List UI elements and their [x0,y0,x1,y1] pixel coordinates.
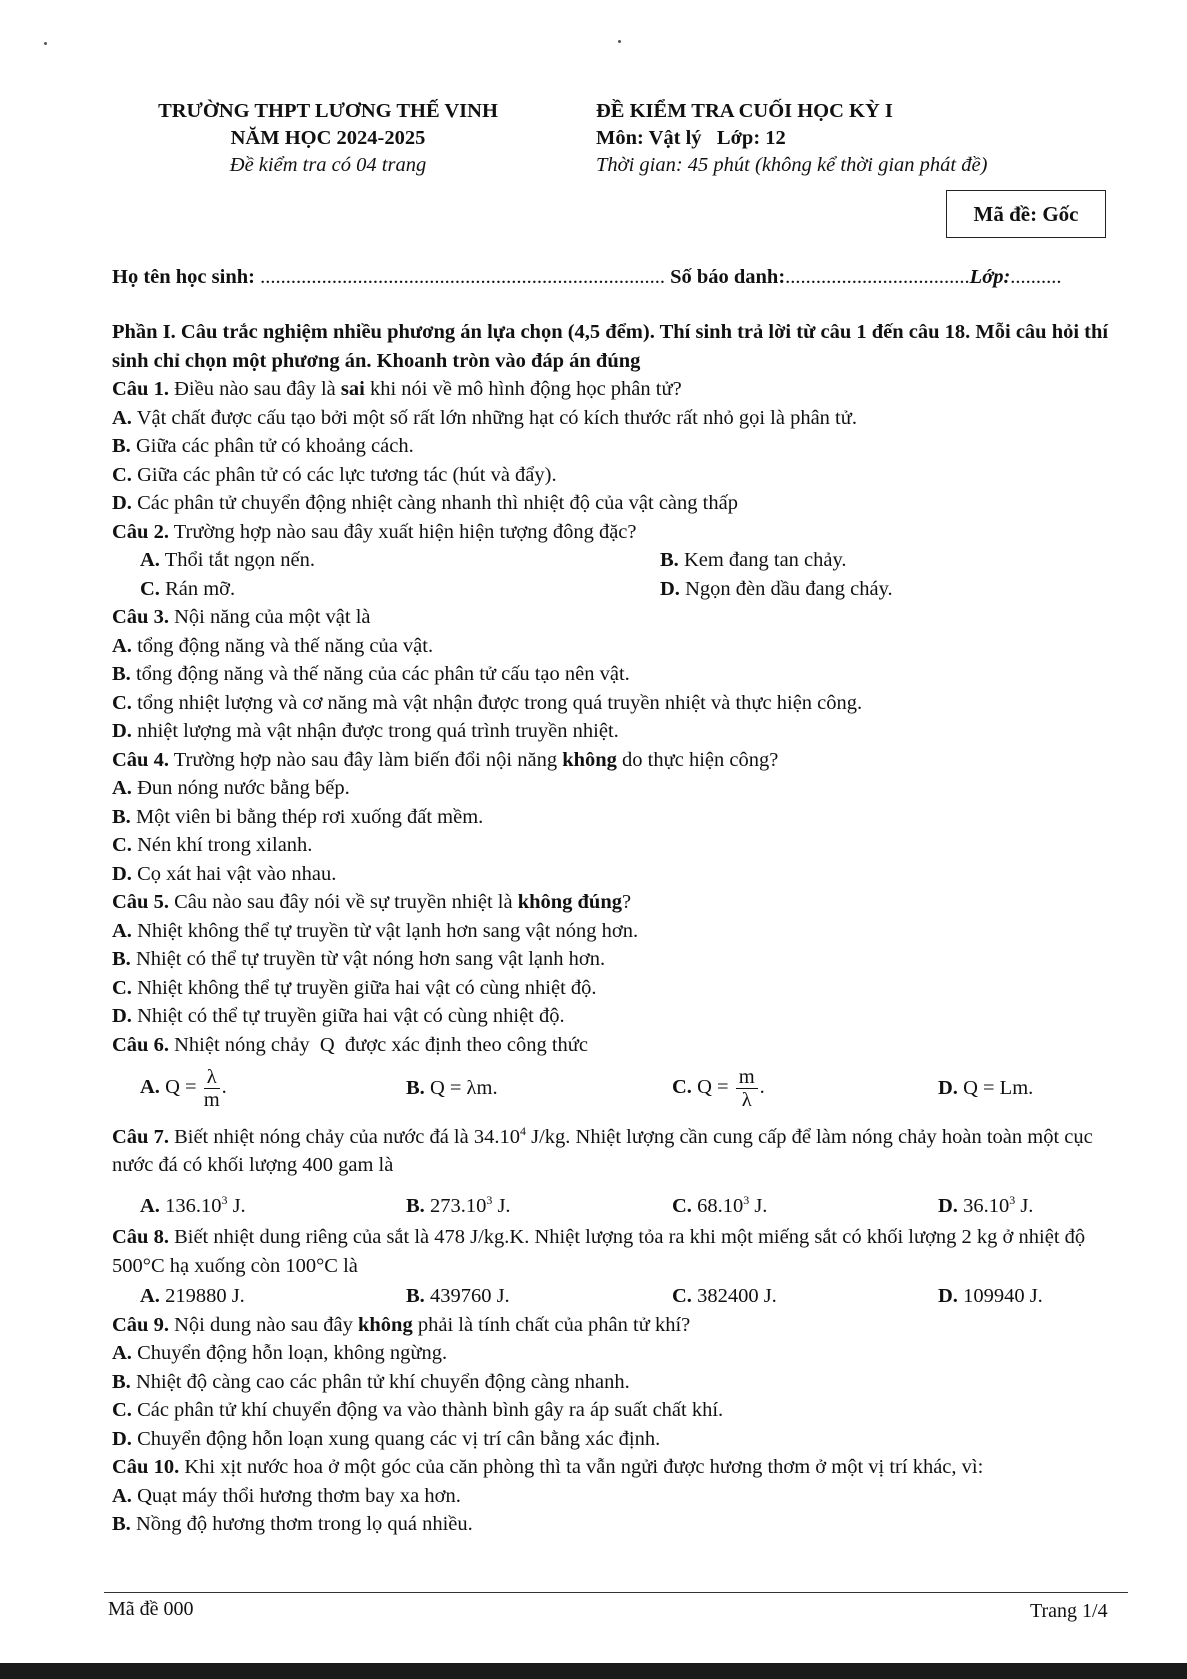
question-label: Câu 8. [112,1226,169,1249]
q7-options-row [140,1186,1132,1220]
q7-option-b[interactable] [406,1186,672,1220]
formula-text: Q = λm. [429,1076,498,1099]
q10-option-a[interactable] [112,1482,1132,1511]
option-text: Các phân tử chuyển động nhiệt càng nhanh thì nhiệt độ của vật càng thấp [137,492,738,514]
superscript: 3 [1009,1192,1016,1207]
q5-option-b[interactable] [112,945,1132,974]
option-text: Một viên bi bằng thép rơi xuống đất mềm. [135,805,484,828]
option-text: Nhiệt có thể tự truyền giữa hai vật có cùng nhiệt độ. [137,1005,565,1027]
option-label: B. [406,1194,425,1217]
option-text: 219880 J. [165,1285,245,1308]
q2-option-d[interactable] [660,575,893,604]
q9-option-c[interactable] [112,1396,1132,1425]
q6-option-b[interactable] [406,1074,672,1103]
option-text: 382400 J. [697,1285,777,1308]
question-label: Câu 7. [112,1125,169,1148]
id-label: Số báo danh: [664,266,786,288]
question-emphasis: không [562,748,617,771]
question-2 [112,518,1132,547]
q2-option-c[interactable] [140,575,660,604]
class-label: Lớp: [969,266,1011,288]
exam-code: Mã đề: Gốc [973,201,1079,226]
option-label: B. [112,1370,131,1393]
footer-divider [104,1592,1128,1593]
option-text: Nhiệt không thể tự truyền giữa hai vật có cùng nhiệt độ. [137,976,597,999]
question-text: Biết nhiệt dung riêng của sắt là 478 J/kg.K. Nhiệt lượng tỏa ra khi một miếng sắt có khối lượng 2 kg ở nhiệt độ 500°C hạ xuống còn 100°C là [112,1226,1086,1277]
q1-option-c[interactable] [112,461,1132,490]
exam-title: ĐỀ KIỂM TRA CUỐI HỌC KỲ I [596,100,893,122]
question-text: Điều nào sau đây là [168,378,341,400]
q6-options-row [140,1059,1132,1117]
option-label: B. [406,1285,425,1308]
exam-body [112,318,1132,1539]
formula-text: Q = [165,1075,202,1098]
option-text: 439760 J. [429,1285,510,1308]
option-label: C. [112,1399,132,1422]
option-text: J. [749,1194,768,1217]
option-text: J. [227,1194,246,1217]
scan-speck [44,42,47,45]
option-label: B. [406,1076,425,1099]
option-label: B. [112,805,131,828]
question-text: do thực hiện công? [616,748,779,771]
scan-edge-band [0,1663,1187,1679]
fraction-denominator: λ [741,1088,752,1111]
option-text: Giữa các phân tử có khoảng cách. [135,435,414,457]
q8-options-row [140,1282,1132,1311]
option-text: Nhiệt độ càng cao các phân tử khí chuyển động càng nhanh. [135,1370,630,1393]
option-text: 136.10 [165,1194,222,1217]
formula-text: . [221,1075,227,1098]
option-text: J. [492,1194,511,1217]
option-label: A. [112,1342,132,1365]
question-6 [112,1031,1132,1060]
q7-option-a[interactable] [140,1186,406,1220]
q4-option-d[interactable] [112,860,1132,889]
question-text: Trường hợp nào sau đây làm biến đổi nội năng [168,748,563,771]
q3-option-d[interactable] [112,717,1132,746]
q7-option-c[interactable] [672,1186,938,1220]
option-label: A. [140,549,160,571]
class-field[interactable]: .......... [1010,266,1062,288]
option-text: Giữa các phân tử có các lực tương tác (hút và đẩy). [137,463,557,486]
school-header [118,98,538,179]
option-label: D. [112,862,132,885]
question-label: Câu 3. [112,606,169,628]
q2-options-row-2 [140,575,1132,604]
q8-option-a[interactable] [140,1282,406,1311]
option-label: D. [112,1005,132,1027]
formula-text: Q = [697,1075,734,1098]
option-text: Nồng độ hương thơm trong lọ quá nhiều. [135,1513,473,1536]
question-text: Nhiệt nóng chảy Q được xác định theo công thức [168,1033,589,1056]
option-label: A. [112,777,132,799]
option-text: Nén khí trong xilanh. [137,834,313,856]
q4-option-b[interactable] [112,803,1132,832]
q6-option-a[interactable] [140,1066,406,1111]
q1-option-b[interactable] [112,432,1132,461]
school-name: TRƯỜNG THPT LƯƠNG THẾ VINH [158,100,498,122]
question-label: Câu 1. [112,378,169,400]
option-text: Thổi tắt ngọn nến. [164,549,316,571]
option-label: C. [112,691,132,714]
option-label: B. [112,663,131,685]
q8-option-b[interactable] [406,1282,672,1311]
question-emphasis: không đúng [517,891,622,913]
option-text: J. [1015,1194,1034,1217]
option-text: Ngọn đèn dầu đang cháy. [685,577,893,600]
option-text: Cọ xát hai vật vào nhau. [137,862,337,885]
option-text: Các phân tử khí chuyển động va vào thành bình gây ra áp suất chất khí. [137,1399,724,1422]
question-text: Khi xịt nước hoa ở một góc của căn phòng thì ta vẫn ngửi được hương thơm ở một vị trí khác, vì: [179,1456,984,1479]
exam-code-box [946,190,1106,238]
q5-option-c[interactable] [112,974,1132,1003]
superscript: 3 [743,1192,750,1207]
option-label: C. [672,1075,692,1098]
option-label: C. [112,463,132,486]
q3-option-b[interactable] [112,660,1132,689]
q2-option-b[interactable] [660,546,847,575]
q7-option-d[interactable] [938,1186,1033,1220]
question-9 [112,1311,1132,1340]
name-label: Họ tên học sinh: [112,266,261,288]
option-text: Nhiệt có thể tự truyền từ vật nóng hơn sang vật lạnh hơn. [135,948,606,970]
school-year: NĂM HỌC 2024-2025 [230,127,426,149]
question-label: Câu 5. [112,891,169,913]
q3-option-c[interactable] [112,689,1132,718]
footer-page-number: Trang 1/4 [1030,1600,1108,1622]
option-text: nhiệt lượng mà vật nhận được trong quá trình truyền nhiệt. [137,720,619,742]
question-emphasis: không [358,1313,413,1336]
option-text: Chuyển động hỗn loạn xung quang các vị trí cân bằng xác định. [137,1427,661,1450]
question-emphasis: sai [340,378,365,400]
option-label: C. [672,1285,692,1308]
question-text: phải là tính chất của phân tử khí? [412,1313,691,1336]
option-label: A. [112,634,132,657]
superscript: 3 [221,1192,228,1207]
scan-speck [618,40,621,43]
question-4 [112,746,1132,775]
option-text: 109940 J. [963,1285,1043,1308]
fraction-denominator: m [203,1088,220,1111]
q10-option-b[interactable] [112,1510,1132,1539]
option-text: Quạt máy thổi hương thơm bay xa hơn. [137,1484,461,1507]
option-text: Vật chất được cấu tạo bởi một số rất lớn những hạt có kích thước rất nhỏ gọi là phân tử. [136,406,857,429]
question-5 [112,888,1132,917]
q6-option-d[interactable] [938,1074,1033,1103]
option-label: D. [112,720,132,742]
q4-option-c[interactable] [112,831,1132,860]
id-field[interactable]: .................................... [785,266,970,288]
question-text: Câu nào sau đây nói về sự truyền nhiệt là [168,891,518,913]
q1-option-d[interactable] [112,489,1132,518]
question-label: Câu 2. [112,520,169,543]
part1-title: Phần I. Câu trắc nghiệm nhiều phương án lựa chọn (4,5 đểm). Thí sinh trả lời từ câu 1 đến câu 18. Mỗi câu hỏi thí sinh chỉ chọn một phương án. Khoanh tròn vào đáp án đúng [112,321,1109,372]
fraction-numerator: m [736,1066,758,1089]
option-label: C. [112,834,132,856]
formula-text: Q = Lm. [963,1076,1034,1099]
q2-option-a[interactable] [140,546,660,575]
q4-option-a[interactable] [112,774,1132,803]
superscript: 4 [519,1124,526,1138]
student-info-line [112,266,1122,289]
question-text: J/kg. Nhiệt lượng cần cung cấp để làm nóng chảy hoàn toàn một cục nước đá có khối lượng 400 gam là [112,1125,1093,1177]
q6-option-c[interactable] [672,1066,938,1111]
question-text: Nội dung nào sau đây [168,1313,358,1336]
q5-option-d[interactable] [112,1002,1132,1031]
option-label: A. [112,919,132,942]
q5-option-a[interactable] [112,917,1132,946]
question-3 [112,603,1132,632]
option-label: A. [112,406,132,429]
subject-line: Môn: Vật lý Lớp: 12 [596,127,786,149]
option-text: tổng động năng và thế năng của các phân tử cấu tạo nên vật. [135,663,630,685]
option-text: 36.10 [963,1194,1010,1217]
pages-note: Đề kiểm tra có 04 trang [229,154,427,176]
fraction [204,1066,220,1111]
option-label: B. [660,549,679,571]
question-8 [112,1223,1132,1280]
question-text: Nội năng của một vật là [168,606,371,628]
q9-option-d[interactable] [112,1425,1132,1454]
question-text: Biết nhiệt nóng chảy của nước đá là 34.10 [168,1125,520,1148]
name-field[interactable]: ............................................................................... [260,266,665,288]
superscript: 3 [486,1192,493,1207]
option-text: Nhiệt không thể tự truyền từ vật lạnh hơn sang vật nóng hơn. [137,919,639,942]
question-text: Trường hợp nào sau đây xuất hiện hiện tượng đông đặc? [168,520,637,543]
q9-option-a[interactable] [112,1339,1132,1368]
option-label: A. [140,1285,160,1308]
option-label: D. [660,577,680,600]
option-text: Chuyển động hỗn loạn, không ngừng. [137,1342,448,1365]
option-text: tổng động năng và thế năng của vật. [137,634,434,657]
option-label: A. [140,1075,160,1098]
question-label: Câu 4. [112,748,169,771]
question-1 [112,375,1132,404]
option-label: B. [112,948,131,970]
q8-option-c[interactable] [672,1282,938,1311]
question-text: khi nói về mô hình động học phân tử? [364,378,682,400]
option-text: 273.10 [429,1194,487,1217]
time-note: Thời gian: 45 phút (không kể thời gian phát đề) [596,154,988,176]
fraction [736,1066,758,1111]
q8-option-d[interactable] [938,1282,1043,1311]
question-10 [112,1453,1132,1482]
option-label: D. [112,1427,132,1450]
option-label: C. [112,976,132,999]
q2-options-row-1 [140,546,1132,575]
q1-option-a[interactable] [112,404,1132,433]
option-text: Đun nóng nước bằng bếp. [137,777,350,799]
option-label: B. [112,1513,131,1536]
question-text: ? [621,891,632,913]
option-label: D. [938,1285,958,1308]
question-label: Câu 9. [112,1313,169,1336]
option-label: D. [938,1194,958,1217]
option-text: Kem đang tan chảy. [683,549,847,571]
option-label: B. [112,435,131,457]
question-7 [112,1117,1132,1180]
option-text: Rán mỡ. [165,577,236,600]
exam-header [596,98,1156,179]
formula-text: . [759,1075,765,1098]
option-text: tổng nhiệt lượng và cơ năng mà vật nhận được trong quá truyền nhiệt và thực hiện công. [137,691,863,714]
option-label: C. [672,1194,692,1217]
option-label: C. [140,577,160,600]
option-label: D. [112,492,132,514]
q9-option-b[interactable] [112,1368,1132,1397]
q3-option-a[interactable] [112,632,1132,661]
option-label: D. [938,1076,958,1099]
footer-exam-code: Mã đề 000 [108,1598,194,1620]
question-label: Câu 10. [112,1456,180,1479]
option-text: 68.10 [697,1194,744,1217]
question-label: Câu 6. [112,1033,169,1056]
fraction-numerator: λ [204,1066,220,1089]
option-label: A. [112,1484,132,1507]
option-label: A. [140,1194,160,1217]
